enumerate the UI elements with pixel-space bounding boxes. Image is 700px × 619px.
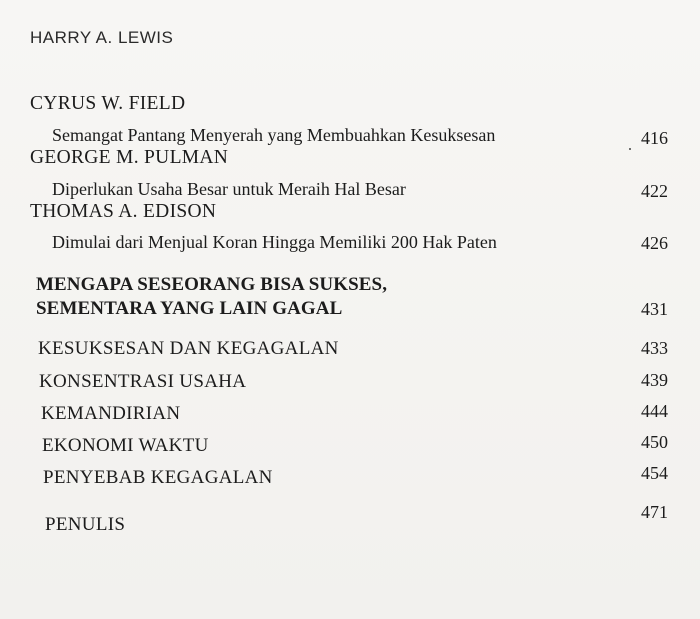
chapter-penulis: PENULIS xyxy=(45,514,126,535)
toc-subtitle-pulman: Diperlukan Usaha Besar untuk Meraih Hal Besar xyxy=(52,179,406,199)
toc-author-field: CYRUS W. FIELD xyxy=(30,93,186,114)
chapter-penyebab-kegagalan: PENYEBAB KEGAGALAN xyxy=(43,467,273,488)
toc-page-416: 416 xyxy=(641,128,668,148)
toc-page-426: 426 xyxy=(641,233,668,253)
running-head: HARRY A. LEWIS xyxy=(30,28,174,47)
section-page-431: 431 xyxy=(641,299,668,319)
chapter-page-433: 433 xyxy=(641,338,668,358)
chapter-page-444: 444 xyxy=(641,401,668,421)
chapter-page-450: 450 xyxy=(641,432,668,452)
toc-page-422: 422 xyxy=(641,181,668,201)
toc-author-edison: THOMAS A. EDISON xyxy=(30,201,217,222)
chapter-kemandirian: KEMANDIRIAN xyxy=(41,403,181,424)
toc-subtitle-edison: Dimulai dari Menjual Koran Hingga Memiliki 200 Hak Paten xyxy=(52,232,497,252)
chapter-ekonomi-waktu: EKONOMI WAKTU xyxy=(42,435,209,456)
toc-author-pulman: GEORGE M. PULMAN xyxy=(30,147,229,168)
chapter-konsentrasi-usaha: KONSENTRASI USAHA xyxy=(39,371,247,392)
chapter-kesuksesan-dan-kegagalan: KESUKSESAN DAN KEGAGALAN xyxy=(38,338,339,359)
toc-subtitle-field: Semangat Pantang Menyerah yang Membuahkan Kesuksesan xyxy=(52,125,496,145)
section-heading-line1: MENGAPA SESEORANG BISA SUKSES, xyxy=(36,274,388,295)
chapter-page-439: 439 xyxy=(641,370,668,390)
section-heading-line2: SEMENTARA YANG LAIN GAGAL xyxy=(36,298,343,319)
chapter-page-471: 471 xyxy=(641,502,668,522)
chapter-page-454: 454 xyxy=(641,463,668,483)
